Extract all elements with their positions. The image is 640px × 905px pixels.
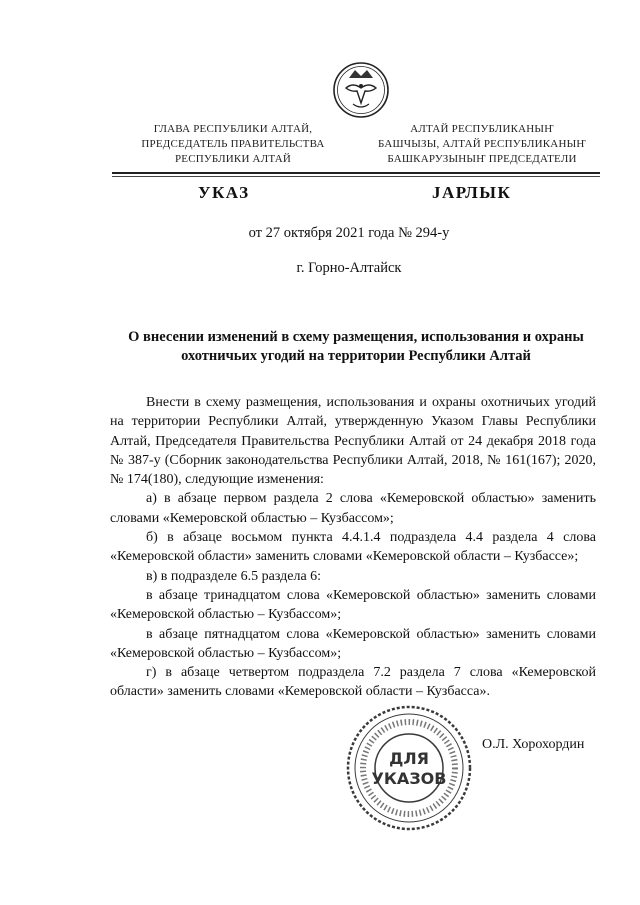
signatory-name: О.Л. Хорохордин	[482, 737, 585, 752]
body-paragraph: Внести в схему размещения, использования и охраны охотничьих угодий на территории Республики Алтай, утвержденную Указом Главы Республики Алтай, Председателя Правительства Республики Алтай от 24 декабря 2018 года № 387-у (Сборник законодательства Республики Алтай, 2018, № 161(167); 2020, № 174(180), следующие изменения:	[110, 395, 596, 488]
official-stamp	[345, 704, 473, 832]
coat-of-arms-emblem	[331, 58, 391, 122]
stamp-text-line2: УКАЗОВ	[371, 769, 447, 788]
body-paragraph: в абзаце тринадцатом слова «Кемеровской областью» заменить словами «Кемеровской областью – Кузбассом»;	[110, 587, 596, 623]
document-subject: О внесении изменений в схему размещения, использования и охраны охотничьих угодий на территории Республики Алтай	[128, 329, 584, 364]
body-paragraph: б) в абзаце восьмом пункта 4.4.1.4 подраздела 4.4 раздела 4 слова «Кемеровской области» заменить словами «Кемеровской области – Кузбассе»;	[110, 530, 596, 565]
body-paragraph: в) в подразделе 6.5 раздела 6:	[146, 568, 322, 584]
header-left-line: РЕСПУБЛИКИ АЛТАЙ	[174, 153, 292, 165]
header-right-line: БАШКАРУЗЫНЫҤ ПРЕДСЕДАТЕЛИ	[387, 153, 577, 165]
document-title-altai: JАРЛЫК	[432, 183, 512, 202]
header-left-line: ГЛАВА РЕСПУБЛИКИ АЛТАЙ,	[153, 123, 313, 135]
body-paragraph: а) в абзаце первом раздела 2 слова «Кемеровской областью» заменить словами «Кемеровской областью – Кузбассом»;	[110, 491, 596, 526]
header-divider-thin	[112, 176, 600, 177]
document-title-russian: УКАЗ	[198, 183, 250, 202]
document-body	[110, 393, 596, 702]
header-divider-thick	[112, 172, 600, 174]
header-right-block	[352, 122, 612, 167]
body-paragraph: в абзаце пятнадцатом слова «Кемеровской областью» заменить словами «Кемеровской областью – Кузбассом»;	[110, 626, 596, 661]
document-city: г. Горно-Алтайск	[296, 260, 402, 276]
stamp-text-line1: ДЛЯ	[389, 749, 429, 768]
header-left-line: ПРЕДСЕДАТЕЛЬ ПРАВИТЕЛЬСТВА	[141, 138, 325, 150]
body-paragraph: г) в абзаце четвертом подраздела 7.2 раздела 7 слова «Кемеровской области» заменить словами «Кемеровской области – Кузбасса».	[110, 665, 596, 700]
header-right-line: БАШЧЫЗЫ, АЛТАЙ РЕСПУБЛИКАНЫҤ	[378, 138, 586, 150]
header-right-line: АЛТАЙ РЕСПУБЛИКАНЫҤ	[410, 123, 554, 135]
header-left-block	[118, 122, 348, 167]
document-date-number: от 27 октября 2021 года № 294-у	[248, 225, 450, 241]
